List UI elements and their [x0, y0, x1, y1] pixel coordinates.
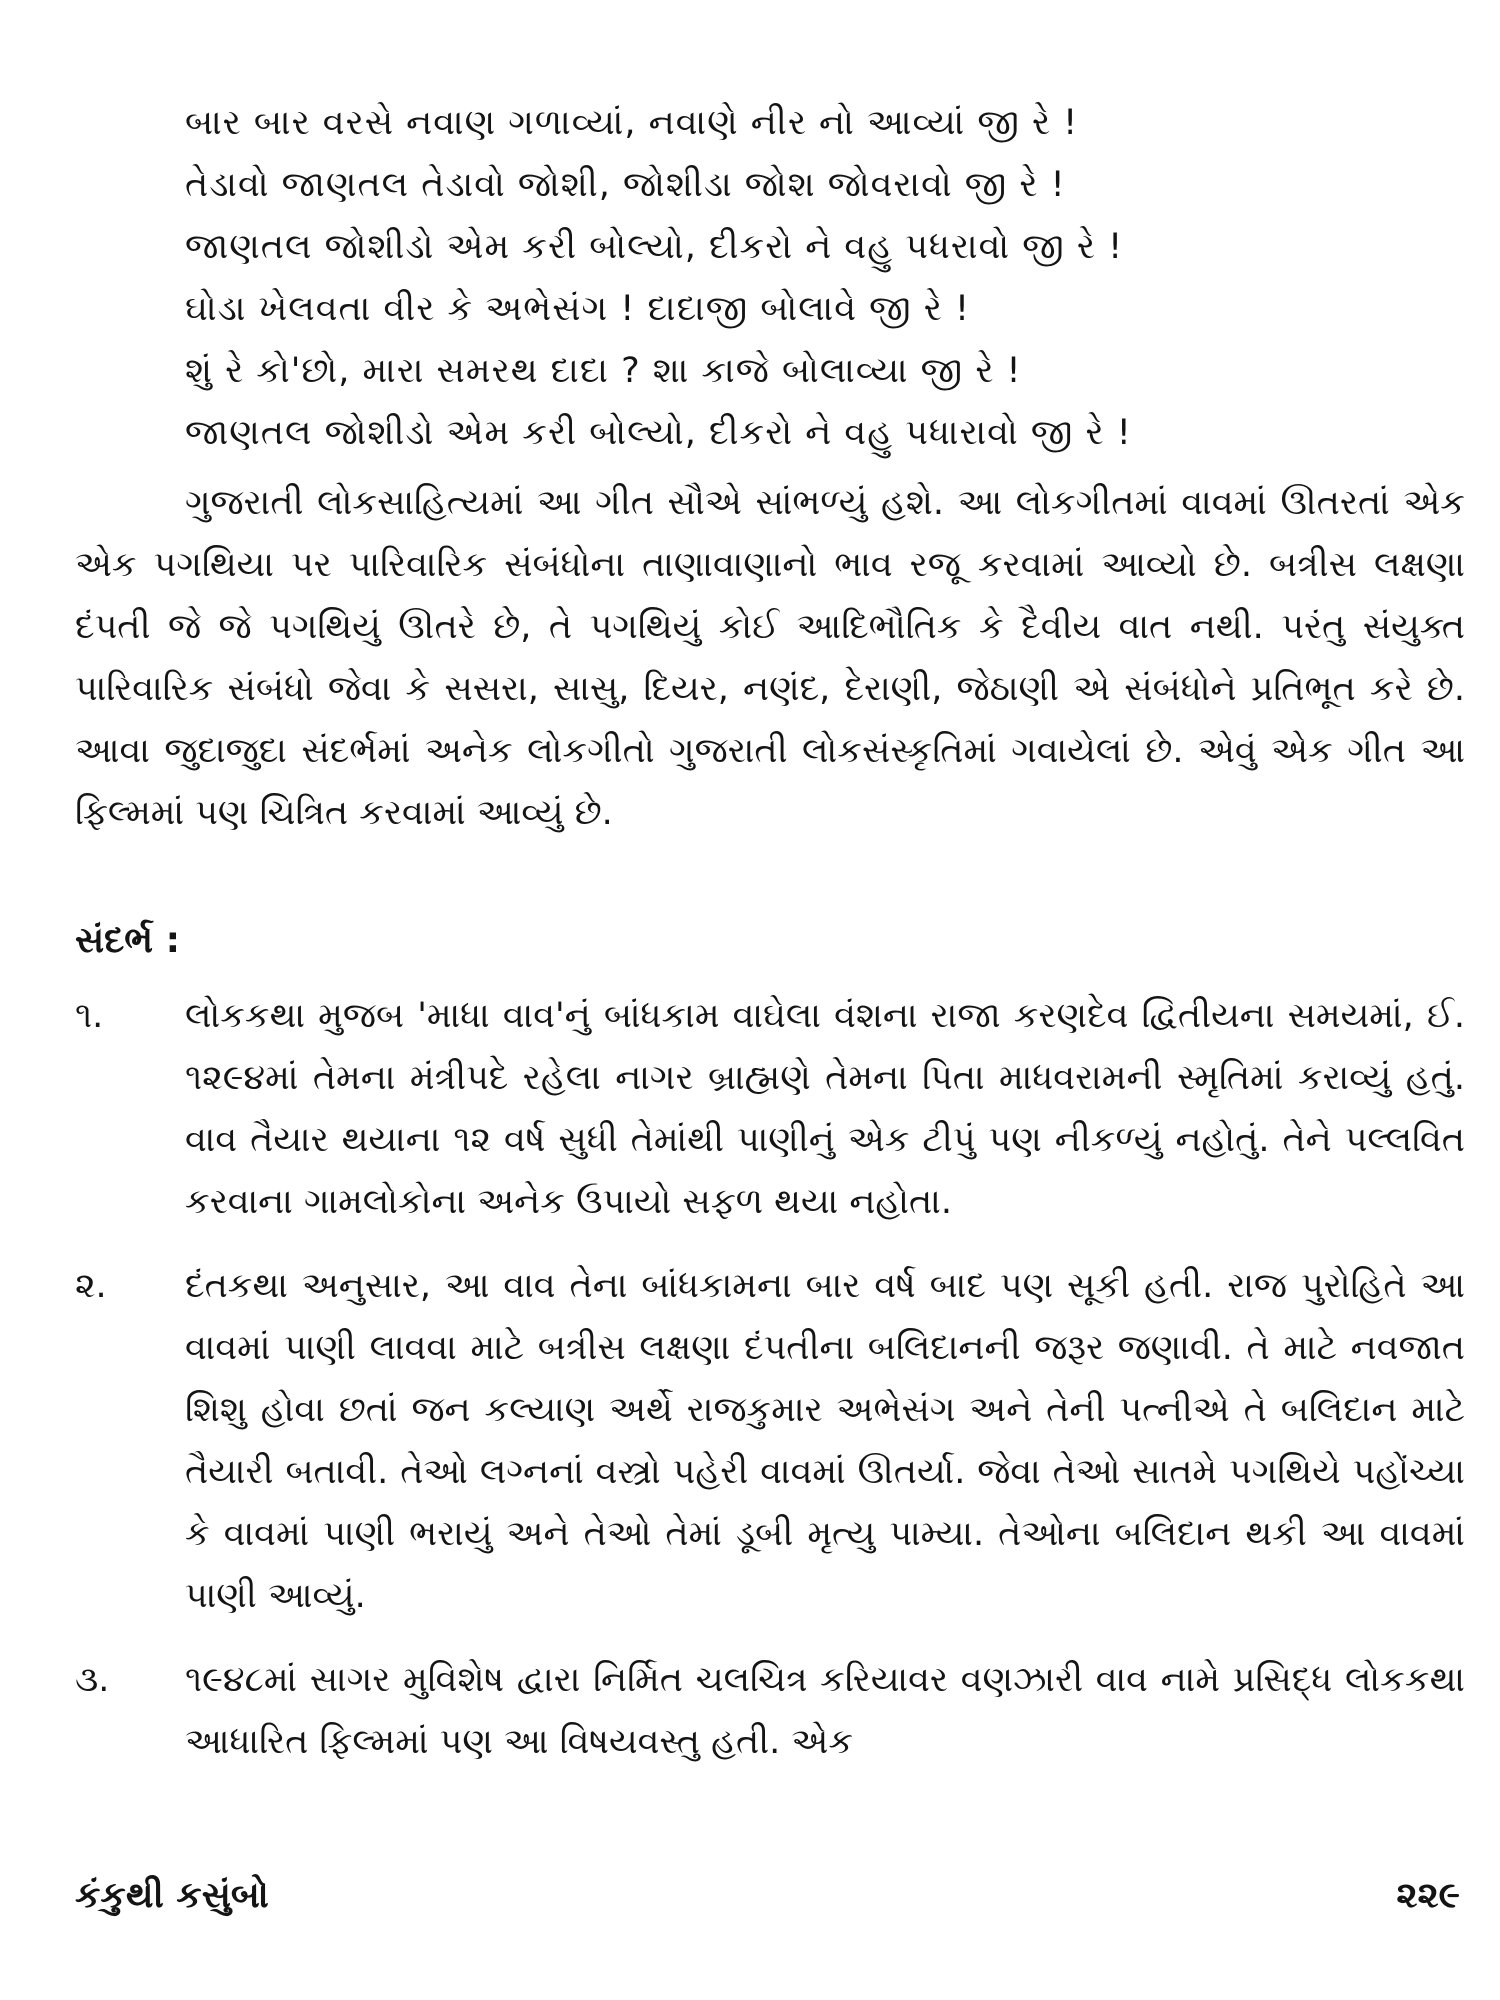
reference-text: દંતકથા અનુસાર, આ વાવ તેના બાંધકામના બાર વર્ષ બાદ પણ સૂકી હતી. રાજ પુરોહિતે આ વાવમાં પાણી લાવવા માટે બત્રીસ લક્ષણા દંપતીના બલિદાનની જરૂર જણાવી. તે માટે નવજાત શિશુ હોવા છતાં જન કલ્યાણ અર્થે રાજકુમાર અભેસંગ અને તેની પત્નીએ તે બલિદાન માટે તૈયારી બતાવી. તેઓ લગ્નનાં વસ્ત્રો પહેરી વાવમાં ઊતર્યા. જેવા તેઓ સાતમે પગથિયે પહોંચ્યા કે વાવમાં પાણી ભરાયું અને તેઓ તેમાં ડૂબી મૃત્યુ પામ્યા. તેઓના બલિદાન થકી આ વાવમાં પાણી આવ્યું. — [185, 1266, 1465, 1616]
book-title-footer: કંકુથી કસુંબો — [75, 1875, 269, 1916]
reference-item — [75, 1255, 1465, 1627]
reference-number: ૧. — [75, 996, 104, 1036]
page-number: ૨૨૯ — [1396, 1875, 1460, 1916]
verse-line: જાણતલ જોશીડો એમ કરી બોલ્યો, દીકરો ને વહુ પધરાવો જી રે ! — [185, 227, 1124, 267]
reference-number: ૨. — [75, 1266, 107, 1306]
verse-line: જાણતલ જોશીડો એમ કરી બોલ્યો, દીકરો ને વહુ પધારાવો જી રે ! — [185, 413, 1132, 453]
references-heading: સંદર્ભ : — [75, 920, 181, 961]
reference-item — [75, 985, 1465, 1233]
verse-line: બાર બાર વરસે નવાણ ગળાવ્યાં, નવાણે નીર નો આવ્યાં જી રે ! — [185, 103, 1079, 143]
verse-line: ઘોડા ખેલવતા વીર કે અભેસંગ ! દાદાજી બોલાવે જી રે ! — [185, 289, 971, 329]
references-list — [75, 985, 1465, 1795]
reference-number: ૩. — [75, 1660, 110, 1700]
verse-line: તેડાવો જાણતલ તેડાવો જોશી, જોશીડા જોશ જોવરાવો જી રે ! — [185, 165, 1066, 205]
body-paragraph: ગુજરાતી લોકસાહિત્યમાં આ ગીત સૌએ સાંભળ્યું હશે. આ લોકગીતમાં વાવમાં ઊતરતાં એક એક પગથિયા પર પારિવારિક સંબંધોના તાણાવાણાનો ભાવ રજૂ કરવામાં આવ્યો છે. બત્રીસ લક્ષણા દંપતી જે જે પગથિયું ઊતરે છે, તે પગથિયું કોઈ આદિભૌતિક કે દૈવીય વાત નથી. પરંતુ સંયુક્ત પારિવારિક સંબંધો જેવા કે સસરા, સાસુ, દિયર, નણંદ, દેરાણી, જેઠાણી એ સંબંધોને પ્રતિભૂત કરે છે. આવા જુદાજુદા સંદર્ભમાં અનેક લોકગીતો ગુજરાતી લોકસંસ્કૃતિમાં ગવાયેલાં છે. એવું એક ગીત આ ફિલ્મમાં પણ ચિત્રિત કરવામાં આવ્યું છે. — [75, 483, 1465, 833]
reference-item — [75, 1649, 1465, 1773]
folk-song-verse — [185, 92, 1415, 464]
reference-text: ૧૯૪૮માં સાગર મુવિશેષ દ્વારા નિર્મિત ચલચિત્ર કરિયાવર વણઝારી વાવ નામે પ્રસિદ્ધ લોકકથા આધારિત ફિલ્મમાં પણ આ વિષયવસ્તુ હતી. એક — [185, 1660, 1465, 1762]
verse-line: શું રે કો'છો, મારા સમરથ દાદા ? શા કાજે બોલાવ્યા જી રે ! — [185, 351, 1022, 391]
reference-text: લોકકથા મુજબ 'માધા વાવ'નું બાંધકામ વાઘેલા વંશના રાજા કરણદેવ દ્વિતીયના સમયમાં, ઈ. ૧૨૯૪માં તેમના મંત્રીપદે રહેલા નાગર બ્રાહ્મણે તેમના પિતા માધવરામની સ્મૃતિમાં કરાવ્યું હતું. વાવ તૈયાર થયાના ૧૨ વર્ષ સુધી તેમાંથી પાણીનું એક ટીપું પણ નીકળ્યું નહોતું. તેને પલ્લવિત કરવાના ગામલોકોના અનેક ઉપાયો સફળ થયા નહોતા. — [185, 996, 1465, 1222]
